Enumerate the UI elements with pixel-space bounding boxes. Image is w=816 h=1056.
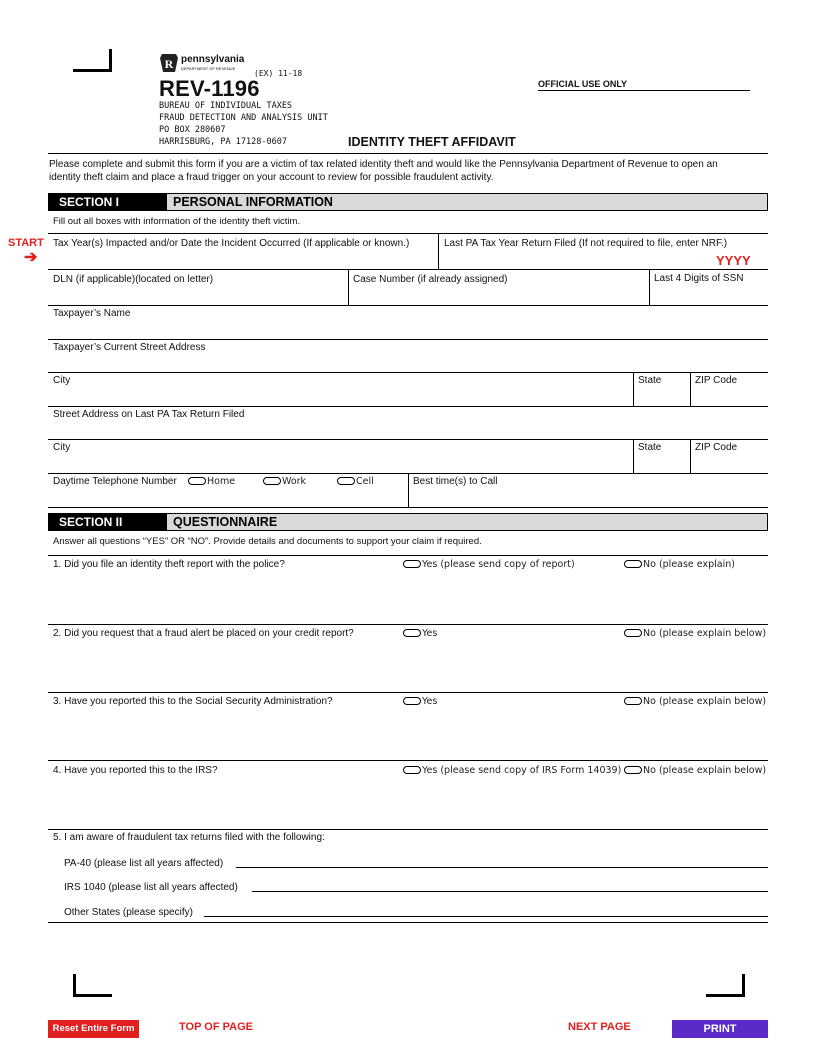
- grid-line: [48, 555, 768, 556]
- grid-line: [48, 760, 768, 761]
- grid-line: [48, 624, 768, 625]
- next-page-button[interactable]: NEXT PAGE: [568, 1021, 631, 1033]
- grid-line: [633, 439, 634, 473]
- pa40-input-line[interactable]: [236, 867, 768, 868]
- q2-yes-radio[interactable]: [403, 628, 437, 639]
- print-button[interactable]: [672, 1020, 768, 1038]
- q1-no-label: No (please explain): [643, 559, 735, 570]
- grid-line: [48, 305, 768, 306]
- radio-icon: [263, 477, 281, 485]
- best-time-field[interactable]: Best time(s) to Call: [413, 476, 498, 487]
- grid-line: [408, 473, 409, 507]
- corner-mark-bottom-left: [73, 974, 112, 997]
- radio-icon: [403, 766, 421, 774]
- address-line-3: PO BOX 280607: [159, 125, 226, 135]
- dln-field[interactable]: DLN (if applicable)(located on letter): [53, 274, 214, 285]
- section-1-instruction: Fill out all boxes with information of the identity theft victim.: [53, 216, 301, 227]
- form-edition: (EX) 11-18: [254, 69, 303, 78]
- radio-icon: [624, 766, 642, 774]
- irs1040-input-line[interactable]: [252, 891, 768, 892]
- zip-field-2[interactable]: ZIP Code: [695, 442, 738, 453]
- grid-line: [690, 372, 691, 406]
- question-4: 4. Have you reported this to the IRS?: [53, 765, 218, 776]
- pa-logo: [159, 53, 179, 73]
- section-2-instruction: Answer all questions “YES” OR “NO”. Provide details and documents to support your claim if required.: [53, 536, 482, 547]
- q2-yes-label: Yes: [422, 628, 438, 639]
- intro-line-2: identity theft claim and place a fraud trigger on your account to review for possible fraudulent activity.: [49, 172, 494, 183]
- grid-line: [48, 372, 768, 373]
- city-field-1[interactable]: City: [53, 375, 71, 386]
- city-field-2[interactable]: City: [53, 442, 71, 453]
- q2-no-radio[interactable]: [624, 628, 766, 639]
- pa40-label: PA-40 (please list all years affected): [64, 858, 224, 869]
- question-3: 3. Have you reported this to the Social Security Administration?: [53, 696, 333, 707]
- other-states-input-line[interactable]: [204, 916, 768, 917]
- q3-yes-label: Yes: [422, 696, 438, 707]
- radio-icon: [624, 697, 642, 705]
- address-line-4: HARRISBURG, PA 17128-0607: [159, 137, 287, 147]
- section-1-title: PERSONAL INFORMATION: [173, 195, 333, 209]
- phone-cell-radio[interactable]: [337, 476, 374, 487]
- section-2-title: QUESTIONNAIRE: [173, 515, 278, 529]
- question-5: 5. I am aware of fraudulent tax returns filed with the following:: [53, 832, 325, 843]
- keystone-icon: [159, 53, 179, 73]
- ssn-last4-field[interactable]: Last 4 Digits of SSN: [654, 273, 744, 284]
- year-placeholder: YYYY: [716, 253, 751, 268]
- address-line-2: FRAUD DETECTION AND ANALYSIS UNIT: [159, 113, 328, 123]
- section-1-number: SECTION I: [49, 194, 167, 210]
- radio-icon: [624, 629, 642, 637]
- q3-yes-radio[interactable]: [403, 696, 437, 707]
- current-address-field[interactable]: Taxpayer’s Current Street Address: [53, 342, 206, 353]
- radio-icon: [624, 560, 642, 568]
- radio-icon: [337, 477, 355, 485]
- radio-icon: [188, 477, 206, 485]
- phone-field[interactable]: Daytime Telephone Number: [53, 476, 177, 487]
- q3-no-label: No (please explain below): [643, 696, 767, 707]
- official-use-line: [538, 90, 750, 91]
- grid-line: [438, 233, 439, 269]
- grid-line: [348, 269, 349, 305]
- q4-no-radio[interactable]: [624, 765, 766, 776]
- intro-line-1: Please complete and submit this form if you are a victim of tax related identity theft and would like the Pennsylvania Department of Revenue to open an: [49, 159, 718, 170]
- phone-work-label: Work: [282, 476, 307, 487]
- case-number-field[interactable]: Case Number (if already assigned): [353, 274, 508, 285]
- section-2-number: SECTION II: [49, 514, 167, 530]
- corner-mark-top-left: [73, 49, 112, 72]
- phone-work-radio[interactable]: [263, 476, 306, 487]
- grid-line: [690, 439, 691, 473]
- grid-line: [48, 507, 768, 508]
- taxpayer-name-field[interactable]: Taxpayer’s Name: [53, 308, 131, 319]
- question-2: 2. Did you request that a fraud alert be placed on your credit report?: [53, 628, 354, 639]
- phone-home-label: Home: [207, 476, 236, 487]
- address-line-1: BUREAU OF INDIVIDUAL TAXES: [159, 101, 293, 111]
- q4-yes-label: Yes (please send copy of IRS Form 14039): [422, 765, 622, 776]
- form-title: IDENTITY THEFT AFFIDAVIT: [348, 135, 516, 149]
- q4-no-label: No (please explain below): [643, 765, 767, 776]
- state-field-2[interactable]: State: [638, 442, 662, 453]
- official-use-label: OFFICIAL USE ONLY: [538, 79, 628, 89]
- print-label: PRINT: [703, 1023, 737, 1035]
- grid-line: [633, 372, 634, 406]
- top-of-page-button[interactable]: TOP OF PAGE: [179, 1021, 253, 1033]
- form-number: REV-1196: [159, 76, 260, 101]
- phone-cell-label: Cell: [356, 476, 374, 487]
- start-label[interactable]: START: [8, 237, 44, 249]
- irs1040-label: IRS 1040 (please list all years affected): [64, 882, 238, 893]
- reset-form-button[interactable]: [48, 1020, 139, 1038]
- grid-line: [48, 406, 768, 407]
- phone-home-radio[interactable]: [188, 476, 235, 487]
- last-pa-year-field[interactable]: Last PA Tax Year Return Filed (If not required to file, enter NRF.): [444, 238, 728, 249]
- q2-no-label: No (please explain below): [643, 628, 767, 639]
- start-arrow-icon: ➔: [24, 249, 38, 266]
- q4-yes-radio[interactable]: [403, 765, 621, 776]
- grid-line: [649, 269, 650, 305]
- svg-text:R: R: [164, 57, 174, 71]
- grid-line: [48, 829, 768, 830]
- header-divider: [48, 153, 768, 154]
- other-states-label: Other States (please specify): [64, 907, 193, 918]
- agency-sub: DEPARTMENT OF REVENUE: [181, 66, 236, 71]
- grid-line: [48, 269, 768, 270]
- corner-mark-bottom-right: [706, 974, 745, 997]
- agency-name: pennsylvania: [181, 54, 245, 65]
- q3-no-radio[interactable]: [624, 696, 766, 707]
- tax-year-field[interactable]: Tax Year(s) Impacted and/or Date the Incident Occurred (If applicable or known.): [53, 238, 410, 249]
- grid-line: [48, 922, 768, 923]
- q1-yes-label: Yes (please send copy of report): [422, 559, 575, 570]
- grid-line: [48, 439, 768, 440]
- state-field-1[interactable]: State: [638, 375, 662, 386]
- zip-field-1[interactable]: ZIP Code: [695, 375, 738, 386]
- grid-line: [48, 339, 768, 340]
- radio-icon: [403, 629, 421, 637]
- section-2-header: [48, 513, 768, 531]
- grid-line: [48, 692, 768, 693]
- q1-yes-radio[interactable]: [403, 559, 575, 570]
- section-1-header: [48, 193, 768, 211]
- last-return-address-field[interactable]: Street Address on Last PA Tax Return Filed: [53, 409, 245, 420]
- grid-line: [48, 233, 768, 234]
- radio-icon: [403, 560, 421, 568]
- radio-icon: [403, 697, 421, 705]
- q1-no-radio[interactable]: [624, 559, 735, 570]
- question-1: 1. Did you file an identity theft report with the police?: [53, 559, 285, 570]
- reset-form-label: Reset Entire Form: [52, 1023, 135, 1034]
